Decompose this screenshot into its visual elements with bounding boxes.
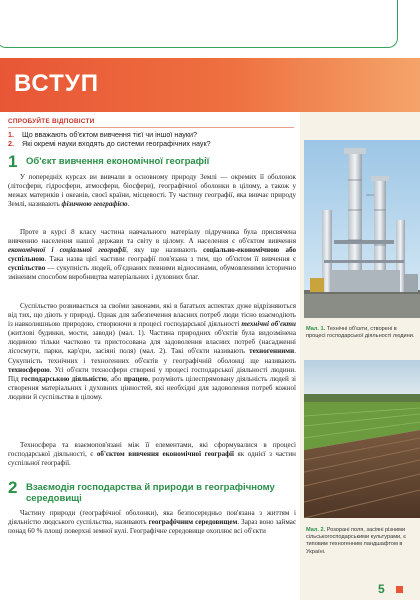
text-run: техносферою	[8, 365, 50, 374]
section-title: Об'єкт вивчення економічної географії	[26, 156, 210, 167]
section-heading-2	[8, 480, 298, 504]
text-run: У попередніх курсах ви вивчали в основному природу Землі — окремих її оболонок (літосфери, гідросфери, атмосфери, біосфери), географічної оболонки в цілому, а також у межах материків і океанів, своєї країни, місцевості. Ту частину географії, яка вивчає природу Землі, називають	[8, 173, 296, 209]
text-run: географічним середовищем	[148, 518, 238, 527]
paragraph	[8, 173, 296, 209]
text-run: , розуміють цілеспрямовану діяльність людей зі створення матеріальних і духовних цінностей, які необхідні для задоволення потреб кожної людини й суспільства в цілому.	[8, 374, 297, 401]
caption-text: Технічні об'єкти, створені в процесі господарської діяльності людини.	[306, 326, 415, 340]
text-run: . Усі об'єкти техносфери створені у процесі господарської діяльності людини. Під	[8, 365, 296, 383]
heading-rule	[8, 127, 294, 128]
caption-text: Розорані поля, засіяні різними сільськогосподарськими культурами, є типовим техногенним ландшафтом в Україні.	[306, 527, 407, 555]
text-run: Частину природи (географічної оболонки), яка безпосередньо пов'язана з життям і діяльністю людського суспільства, називають	[8, 509, 296, 527]
caption-label: Мал. 2.	[306, 527, 326, 533]
top-frame	[0, 0, 398, 48]
section-title: Взаємодія господарства й природи в географічному середовищі	[26, 482, 275, 504]
paragraph	[8, 441, 296, 468]
text-run: техногенними	[249, 347, 295, 356]
text-run: працею	[123, 374, 149, 383]
section-number: 2	[8, 478, 18, 497]
section-number: 1	[8, 152, 18, 171]
text-run: — сукупність людей, об'єднаних певними відносинами, обумовленими історично зміненим способом виробництва матеріальних і духовних благ.	[8, 264, 296, 282]
paragraph	[8, 302, 296, 402]
question-item	[8, 130, 294, 139]
question-number: 1.	[8, 130, 14, 139]
text-run: як однієї з частин суспільної географії.	[8, 450, 296, 468]
text-run: технічні об'єкти	[241, 320, 297, 329]
try-to-answer-heading: СПРОБУЙТЕ ВІДПОВІСТИ	[8, 118, 95, 125]
page-marker	[396, 586, 403, 593]
text-run: господарською діяльністю	[21, 374, 107, 383]
paragraph	[8, 509, 296, 536]
text-run: . Така назва цієї частини географії пов'язана з тим, що об'єктом її вивчення є	[44, 255, 296, 264]
question-item	[8, 139, 294, 148]
text-run: . Зараз воно займає понад 60 % площі поверхні земної кулі. Географічне середовище охоплює всі об'єкти	[8, 518, 296, 536]
text-run: Суспільство розвивається за своїми законами, які в багатьох аспектах дуже відрізняються від тих, що діють у природі. Однак для забезпечення власних потреб люди тісно взаємодіють із навколишньою природою, створюючи в процесі господарської діяльності	[8, 302, 296, 329]
text-run: Проте в курсі 8 класу частина навчального матеріалу підручника була присвячена вивченню населення нашої держави та світу в цілому. А населення є об'єктом вивчення	[8, 228, 296, 246]
text-run: .	[127, 200, 130, 209]
text-run: суспільство	[8, 264, 46, 273]
question-number: 2.	[8, 139, 14, 149]
chapter-title: ВСТУП	[14, 70, 99, 97]
plowed-fields-photo	[304, 360, 420, 518]
question-list	[8, 130, 294, 149]
question-text: Які окремі науки входять до системи географічних наук?	[22, 139, 211, 149]
question-text: Що вважають об'єктом вивчення тієї чи іншої науки?	[22, 130, 198, 139]
section-heading-1	[8, 154, 209, 170]
industrial-plant-photo	[304, 140, 420, 318]
text-run: , або	[106, 374, 124, 383]
paragraph	[8, 228, 296, 283]
text-run: Техносфера та взаємопов'язані між її елементами, які сформувалися в процесі господарської діяльності, є	[8, 441, 296, 459]
figure-caption-2	[306, 527, 416, 556]
page-number: 5	[378, 582, 385, 596]
text-run: об'єктом вивчення економічної географії	[96, 450, 234, 459]
text-run: . Сукупність технічних і техногенних об'єктів у географічній оболонці ще називають	[8, 347, 296, 365]
text-run: , яку ще називають	[126, 246, 204, 255]
text-run: (житлові будинки, мости, заводи) (мал. 1). Частина природних об'єктів була видозмінена людиною тільки частково та пристосована для задоволення власних потреб (насадженні лісосмуги, парки, кар'єри, засіяні поля) (мал. 2). Такі об'єкти називають	[8, 329, 296, 356]
text-run: соціально-економічною або суспільною	[8, 246, 296, 264]
figure-caption-1	[306, 326, 416, 340]
text-run: економічної і соціальної географії	[8, 246, 127, 255]
text-run: фізичною географією	[61, 200, 128, 209]
caption-label: Мал. 1.	[306, 326, 326, 332]
